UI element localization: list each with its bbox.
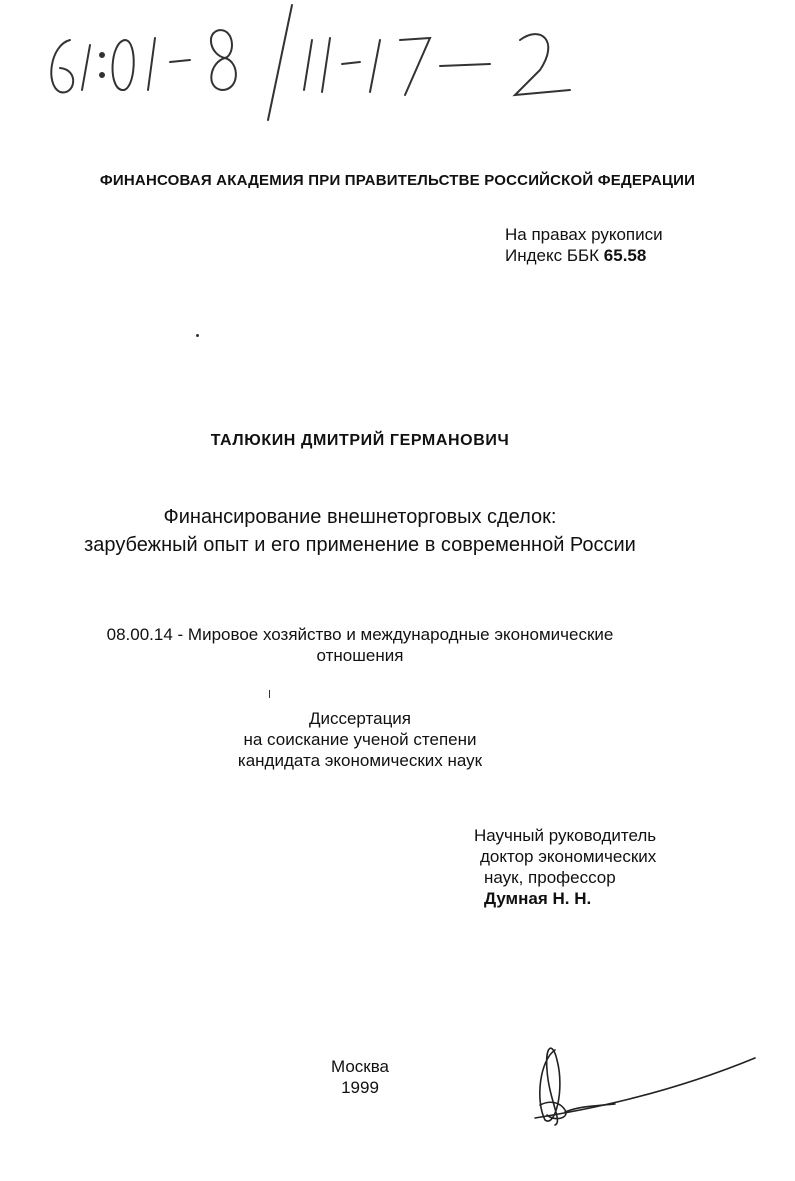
specialty-code [60,624,660,666]
supervisor-name: Думная Н. Н. [484,889,592,908]
scan-mark [269,690,270,698]
handwritten-signature [525,1030,795,1130]
specialty-line-2: отношения [316,646,404,665]
year: 1999 [341,1078,379,1097]
degree-block [210,708,510,771]
footer-block [300,1056,420,1098]
city: Москва [330,1057,390,1076]
manuscript-rights-label: На правах рукописи [505,225,663,244]
author-name: ТАЛЮКИН ДМИТРИЙ ГЕРМАНОВИЧ [210,432,510,449]
degree-line-2: на соискание ученой степени [243,730,477,749]
thesis-title-line-2: зарубежный опыт и его применение в современной России [84,534,636,556]
thesis-title-line-1: Финансирование внешнеторговых сделок: [163,506,557,528]
manuscript-rights-block [505,224,663,266]
bbk-index-line [505,245,663,266]
specialty-line-1: 08.00.14 - Мировое хозяйство и международные экономические [106,625,614,644]
handwritten-archive-number [30,0,630,150]
bbk-index-value: 65.58 [603,246,647,265]
degree-line-3: кандидата экономических наук [237,751,483,770]
supervisor-role: Научный руководитель [474,826,657,845]
scan-speck [196,334,199,337]
bbk-index-label: Индекс ББК [505,246,600,265]
handwritten-code-drawing [30,0,630,150]
institution-heading: ФИНАНСОВАЯ АКАДЕМИЯ ПРИ ПРАВИТЕЛЬСТВЕ РОССИЙСКОЙ ФЕДЕРАЦИИ [99,172,696,189]
thesis-title [0,503,720,559]
degree-line-1: Диссертация [308,709,412,728]
supervisor-block [474,825,656,909]
supervisor-title-line: наук, профессор [484,868,616,887]
supervisor-degree-line: доктор экономических [480,847,657,866]
